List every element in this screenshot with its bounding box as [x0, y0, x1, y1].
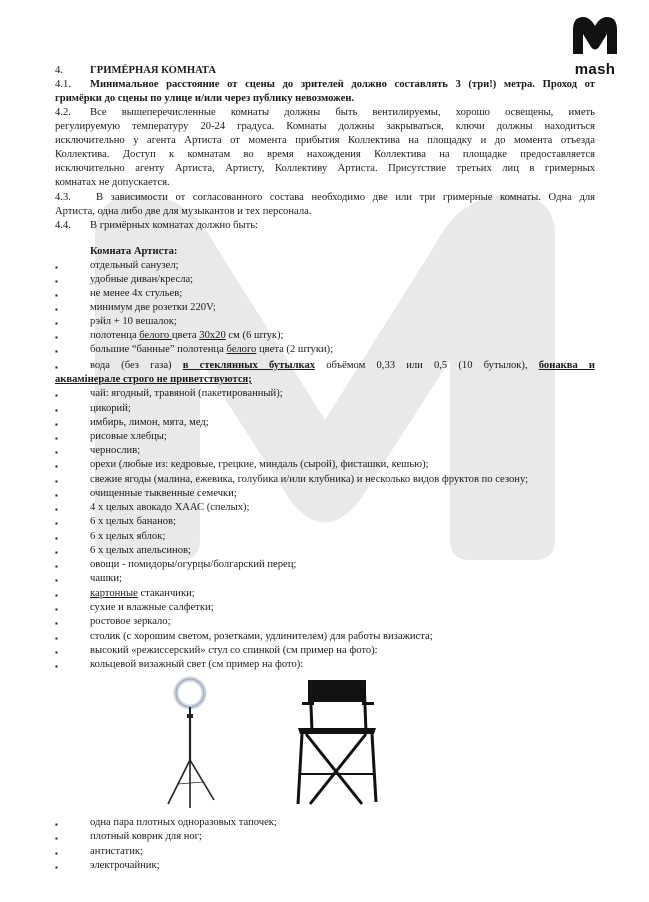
- bigtowels-text-c: цвета (2 штуки);: [256, 344, 334, 355]
- bullet: ▪: [55, 347, 58, 356]
- bullet: ▪: [55, 548, 58, 557]
- list-item: плотный коврик для ног;: [90, 831, 202, 842]
- bullet: ▪: [55, 420, 58, 429]
- p43-line2: Артиста, одна либо две для музыкантов и тех персонала.: [55, 206, 312, 217]
- bullet: ▪: [55, 477, 58, 486]
- p43-number: 4.3.: [55, 192, 71, 203]
- p44-number: 4.4.: [55, 220, 71, 231]
- water-text-c: объёмом 0,33 или 0,5 (10 бутылок),: [315, 360, 539, 371]
- director-chair-image: [290, 676, 382, 810]
- mash-logo: [566, 14, 624, 78]
- list-item: свежие ягоды (малина, ежевика, голубика и/или клубника) и несколько видов фруктов по сезону;: [90, 474, 529, 485]
- p41-number: 4.1.: [55, 79, 71, 90]
- bullet: ▪: [55, 648, 58, 657]
- artist-room-title: Комната Артиста:: [90, 246, 178, 257]
- p42-line2: регулируемую температуру 20-24 градуса. Комнаты должны закрываться, ключи должны находиться: [55, 121, 595, 132]
- bullet: ▪: [55, 820, 58, 829]
- list-item: 4 х целых авокадо ХААС (спелых);: [90, 502, 250, 513]
- section-number: 4.: [55, 65, 63, 76]
- list-item-towels: [90, 329, 284, 342]
- p43-line1: В зависимости от согласованного состава необходимо две или три гримерные комнаты. Одна для: [96, 192, 595, 203]
- p42-number: 4.2.: [55, 107, 71, 118]
- bullet: ▪: [55, 448, 58, 457]
- list-item: не менее 4х стульев;: [90, 288, 183, 299]
- cups-text-b: стаканчики;: [137, 588, 195, 599]
- water-text-a: вода (без газа): [90, 360, 183, 371]
- list-item: электрочайник;: [90, 860, 160, 871]
- towels-size: 30х20: [199, 330, 226, 341]
- bullet: ▪: [55, 491, 58, 500]
- list-item: орехи (любые из: кедровые, грецкие, миндаль (сырой), фисташки, кешью);: [90, 459, 429, 470]
- water-text-b: в стеклянных бутылках: [182, 360, 316, 371]
- list-item: столик (с хорошим светом, розетками, удлинителем) для работы визажиста;: [90, 631, 433, 642]
- water-text-e: аквамінерале строго не приветствуются;: [55, 374, 252, 385]
- bullet: ▪: [55, 534, 58, 543]
- p41-line2: гримёрки до сцены по улице и/или через публику невозможен.: [55, 93, 355, 104]
- bullet: ▪: [55, 263, 58, 272]
- list-item: ростовое зеркало;: [90, 616, 171, 627]
- mash-logo-mark: [569, 14, 621, 58]
- bigtowels-text-a: большие “банные” полотенца: [90, 344, 227, 355]
- bullet: ▪: [55, 662, 58, 671]
- bullet: ▪: [55, 462, 58, 471]
- water-text-d: бонаква и: [538, 360, 596, 371]
- list-item: рэйл + 10 вешалок;: [90, 316, 177, 327]
- list-item: имбирь, лимон, мята, мед;: [90, 417, 209, 428]
- list-item: высокий «режиссерский» стул со спинкой (см пример на фото):: [90, 645, 378, 656]
- list-item: 6 х целых бананов;: [90, 516, 176, 527]
- towels-text-a: полотенца: [90, 330, 140, 341]
- list-item: 6 х целых апельсинов;: [90, 545, 191, 556]
- list-item: рисовые хлебцы;: [90, 431, 167, 442]
- p42-line6: комнатах не допускается.: [55, 177, 170, 188]
- bullet: ▪: [55, 834, 58, 843]
- bullet: ▪: [55, 319, 58, 328]
- list-item-water: [90, 359, 595, 372]
- bullet: ▪: [55, 434, 58, 443]
- list-item: минимум две розетки 220V;: [90, 302, 216, 313]
- ring-light-image: [160, 676, 220, 810]
- bullet: ▪: [55, 576, 58, 585]
- bullet: ▪: [55, 363, 58, 372]
- bullet: ▪: [55, 333, 58, 342]
- bullet: ▪: [55, 391, 58, 400]
- bullet: ▪: [55, 849, 58, 858]
- bullet: ▪: [55, 562, 58, 571]
- section-title: ГРИМЁРНАЯ КОМНАТА: [90, 65, 216, 76]
- list-item: овощи - помидоры/огурцы/болгарский перец;: [90, 559, 297, 570]
- p42-line4: Коллектива. Доступ к комнатам во время нахождения Коллектива на площадке предоставляется: [55, 149, 595, 160]
- list-item-cups: [90, 587, 195, 600]
- bullet: ▪: [55, 519, 58, 528]
- bullet: ▪: [55, 291, 58, 300]
- towels-text-e: см (6 штук);: [225, 330, 284, 341]
- list-item: чай: ягодный, травяной (пакетированный);: [90, 388, 283, 399]
- bigtowels-text-b: белого: [226, 344, 257, 355]
- bullet: ▪: [55, 305, 58, 314]
- bullet: ▪: [55, 505, 58, 514]
- towels-text-c: цвета: [171, 330, 200, 341]
- list-item-bigtowels: [90, 343, 333, 356]
- list-item: антистатик;: [90, 846, 143, 857]
- list-item: одна пара плотных одноразовых тапочек;: [90, 817, 277, 828]
- bullet: ▪: [55, 619, 58, 628]
- list-item: сухие и влажные салфетки;: [90, 602, 214, 613]
- list-item: 6 х целых яблок;: [90, 531, 166, 542]
- list-item: очищенные тыквенные семечки;: [90, 488, 237, 499]
- cups-text-a: картонные: [90, 588, 138, 599]
- towels-text-b: белого: [139, 330, 172, 341]
- mash-logo-text: mash: [574, 61, 616, 78]
- list-item: удобные диван/кресла;: [90, 274, 194, 285]
- p42-line5: исключительно агенту Артиста, Артисту, Коллективу Артиста. Присутствие третьих лиц в гримерных: [55, 163, 595, 174]
- list-item: кольцевой визажный свет (см пример на фото):: [90, 659, 304, 670]
- list-item: чашки;: [90, 573, 122, 584]
- bullet: ▪: [55, 605, 58, 614]
- bullet: ▪: [55, 406, 58, 415]
- bullet: ▪: [55, 634, 58, 643]
- bullet: ▪: [55, 863, 58, 872]
- p44-text: В гримёрных комнатах должно быть:: [90, 220, 259, 231]
- p42-line3: исключительно у агента Артиста от момента прибытия Коллектива на площадку и до момента отъезда: [55, 135, 595, 146]
- p41-line1: Минимальное расстояние от сцены до зрителей должно составлять 3 (три!) метра. Проход от: [90, 79, 595, 90]
- list-item: цикорий;: [90, 403, 131, 414]
- list-item: отдельный санузел;: [90, 260, 179, 271]
- bullet: ▪: [55, 277, 58, 286]
- list-item: чернослив;: [90, 445, 141, 456]
- bullet: ▪: [55, 591, 58, 600]
- p42-line1: Все вышеперечисленные комнаты должны быть вентилируемы, хорошо освещены, иметь: [90, 107, 595, 118]
